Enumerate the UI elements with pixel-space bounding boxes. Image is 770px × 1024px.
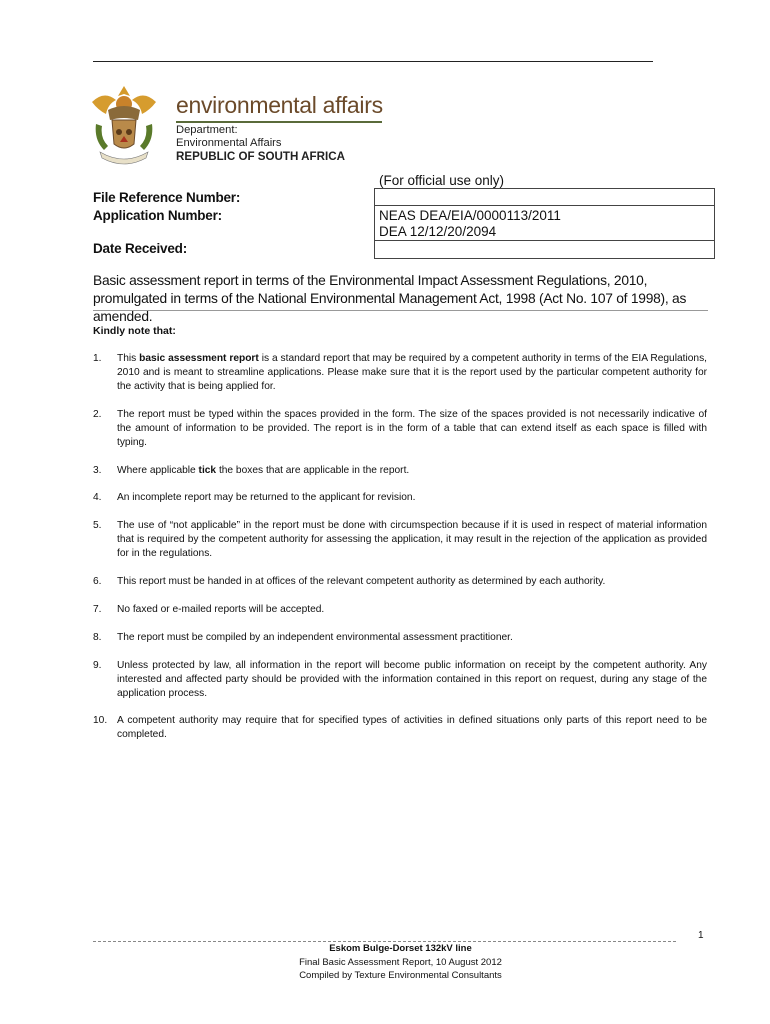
list-item bbox=[93, 519, 707, 561]
page-number: 1 bbox=[698, 930, 704, 941]
intro-paragraph: Basic assessment report in terms of the Environmental Impact Assessment Regulations, 2010, promulgated in terms of the National Environmental Management Act, 1998 (Act No. 107 of 1998), as amended. bbox=[93, 273, 687, 324]
list-item-text: This bbox=[117, 353, 140, 364]
header-rule bbox=[93, 61, 653, 62]
list-item-number: 7. bbox=[93, 604, 102, 615]
date-received-label: Date Received: bbox=[93, 241, 187, 256]
list-item-number: 3. bbox=[93, 465, 102, 476]
list-item-number: 8. bbox=[93, 632, 102, 643]
official-use-heading: (For official use only) bbox=[379, 173, 505, 188]
list-item-number: 1. bbox=[93, 353, 102, 364]
brand-rule bbox=[176, 121, 382, 123]
list-item-text: The report must be typed within the spaces provided in the form. The size of the spaces provided is not necessarily indicative of the amount of information to be provided. The report is in the form of a table that can extend itself as each space is filled with typing. bbox=[117, 409, 707, 448]
department-block bbox=[176, 124, 345, 163]
list-item bbox=[93, 464, 707, 478]
list-item bbox=[93, 352, 707, 394]
list-item bbox=[93, 631, 707, 645]
application-number-label: Application Number: bbox=[93, 208, 222, 223]
intro-rule bbox=[93, 310, 708, 311]
list-item-text: This report must be handed in at offices of the relevant competent authority as determined by each authority. bbox=[117, 576, 606, 587]
date-received-field bbox=[374, 240, 715, 259]
coat-of-arms-logo bbox=[86, 80, 162, 172]
list-item-number: 9. bbox=[93, 660, 102, 671]
department-label: Department: bbox=[176, 124, 238, 136]
footer-compiler-line: Compiled by Texture Environmental Consultants bbox=[299, 970, 502, 981]
list-item-text: Where applicable bbox=[117, 465, 199, 476]
list-item-number: 4. bbox=[93, 492, 102, 503]
list-item-text: A competent authority may require that for specified types of activities in defined situations only parts of this report need to be completed. bbox=[117, 715, 707, 740]
list-item-number: 5. bbox=[93, 520, 102, 531]
list-item bbox=[93, 408, 707, 450]
brand-title: environmental affairs bbox=[176, 92, 383, 118]
list-item-text: The use of “not applicable” in the report must be done with circumspection because if it is used in respect of material information that is required by the competent authority for assessing the application, it may result in the rejection of the application as provided for in the regulations. bbox=[117, 520, 707, 559]
list-item bbox=[93, 491, 707, 505]
list-item-text: No faxed or e-mailed reports will be accepted. bbox=[117, 604, 325, 615]
country-name: REPUBLIC OF SOUTH AFRICA bbox=[176, 150, 345, 163]
application-number-line1: NEAS DEA/EIA/0000113/2011 bbox=[379, 208, 561, 223]
list-item-number: 2. bbox=[93, 409, 102, 420]
list-item-text-cont: is a standard report that may be required by a competent authority in terms of the EIA Regulations, 2010 and is meant to streamline applications. Please make sure that it is the report used by the particular competent authority for the activity that is being applied for. bbox=[117, 353, 707, 392]
footer-report-line: Final Basic Assessment Report, 10 August 2012 bbox=[299, 957, 502, 968]
list-item bbox=[93, 575, 707, 589]
list-item-number: 10. bbox=[93, 715, 108, 726]
list-item-text: The report must be compiled by an independent environmental assessment practitioner. bbox=[117, 632, 513, 643]
list-item bbox=[93, 714, 707, 742]
list-item-number: 6. bbox=[93, 576, 102, 587]
department-name: Environmental Affairs bbox=[176, 137, 282, 149]
list-item bbox=[93, 603, 707, 617]
application-number-line2: DEA 12/12/20/2094 bbox=[379, 224, 497, 239]
list-item-bold: basic assessment report bbox=[139, 353, 259, 364]
list-item bbox=[93, 659, 707, 701]
list-item-text-cont: the boxes that are applicable in the report. bbox=[216, 465, 410, 476]
footer-rule bbox=[93, 941, 676, 942]
application-number-field bbox=[374, 205, 715, 241]
list-item-bold: tick bbox=[198, 465, 217, 476]
list-item-text: An incomplete report may be returned to the applicant for revision. bbox=[117, 492, 416, 503]
kindly-note-heading: Kindly note that: bbox=[93, 325, 176, 337]
footer-project-title: Eskom Bulge-Dorset 132kV line bbox=[329, 943, 472, 954]
file-reference-label: File Reference Number: bbox=[93, 190, 241, 205]
list-item-text: Unless protected by law, all information in the report will become public information on receipt by the competent authority. Any interested and affected party should be provided with the information contained in this report on request, during any stage of the application process. bbox=[117, 660, 707, 699]
